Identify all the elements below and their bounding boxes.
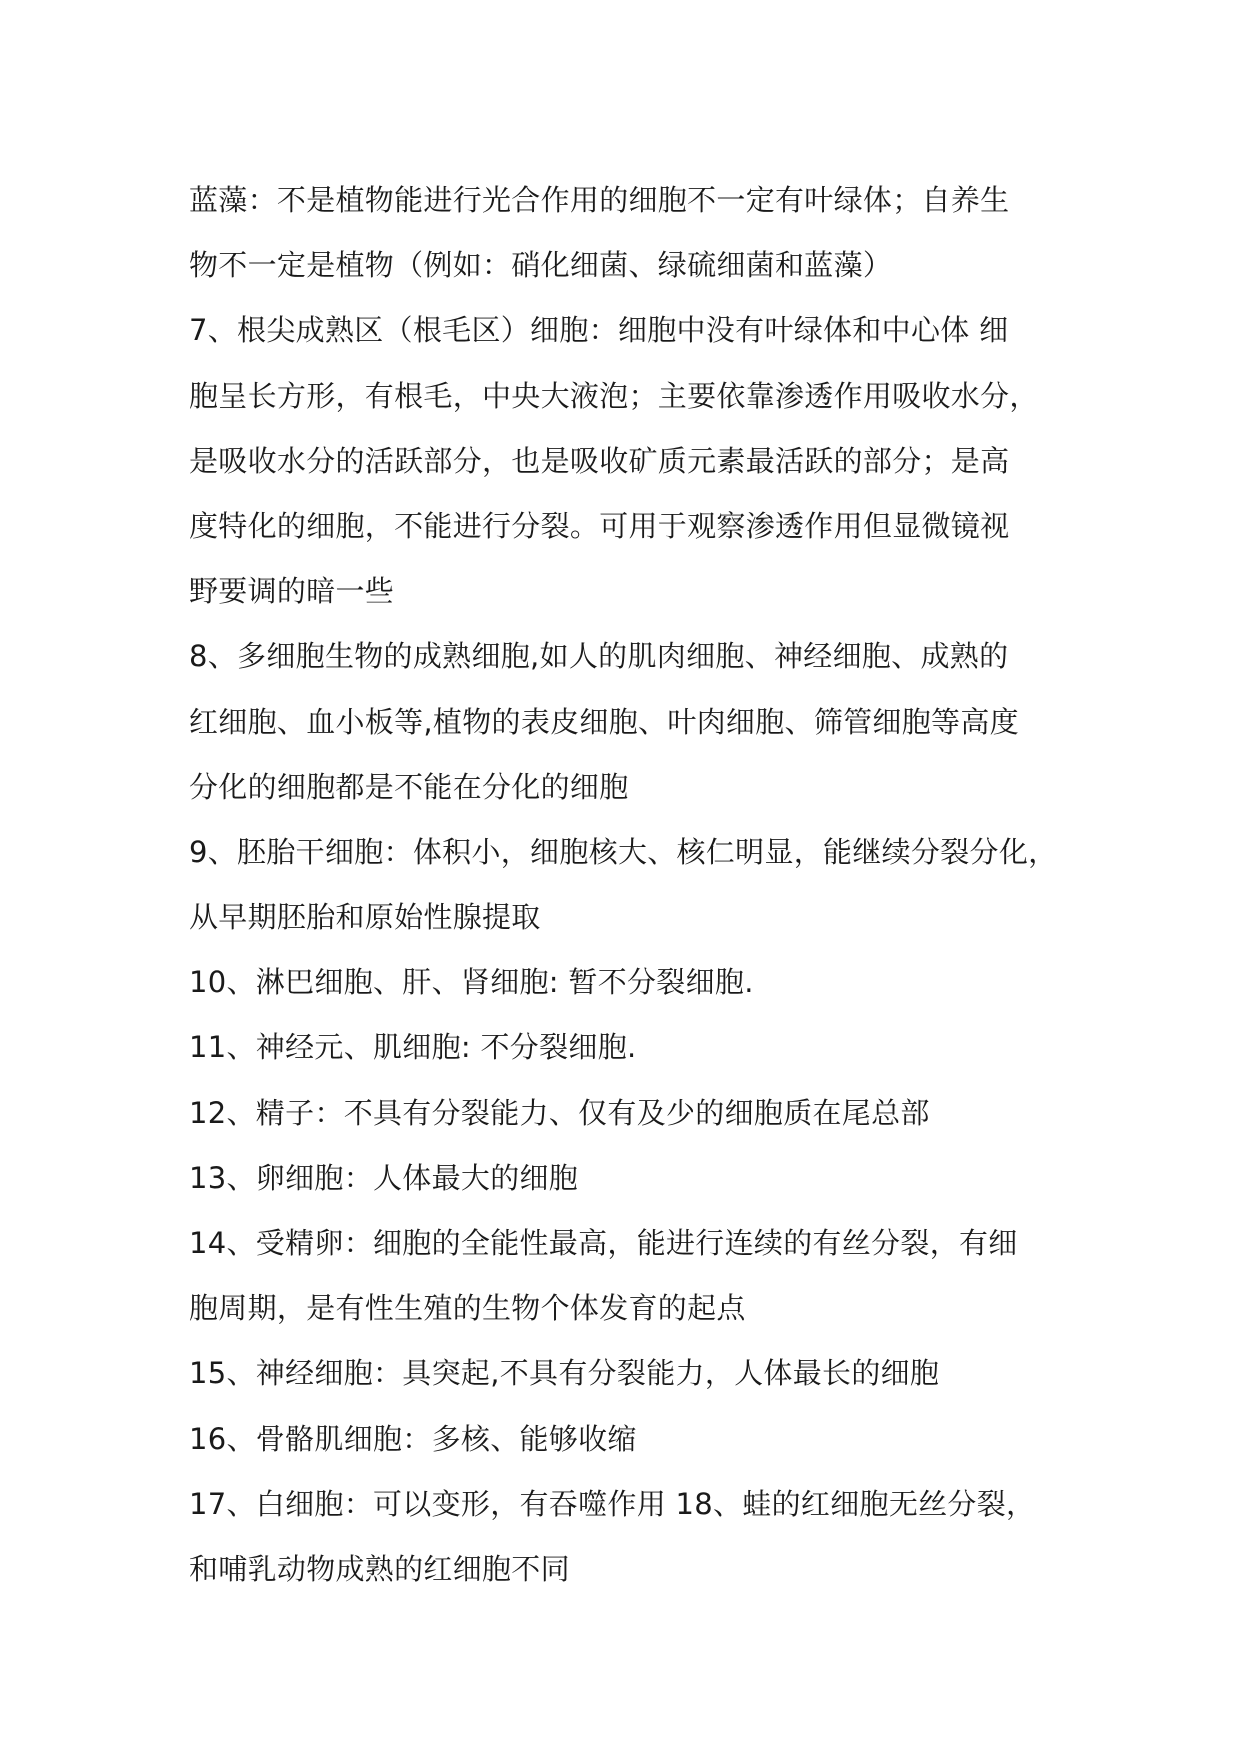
text-line: 8、多细胞生物的成熟细胞,如人的肌肉细胞、神经细胞、成熟的 <box>189 639 1009 674</box>
text-line: 野要调的暗一些 <box>189 574 395 609</box>
text-line: 13、卵细胞：人体最大的细胞 <box>189 1160 579 1195</box>
text-line: 胞呈长方形，有根毛，中央大液泡；主要依靠渗透作用吸收水分， <box>189 378 1039 413</box>
text-line: 11、神经元、肌细胞: 不分裂细胞. <box>189 1030 637 1065</box>
text-line: 10、淋巴细胞、肝、肾细胞: 暂不分裂细胞. <box>189 965 754 1000</box>
text-line: 12、精子：不具有分裂能力、仅有及少的细胞质在尾总部 <box>189 1095 930 1130</box>
text-line: 胞周期，是有性生殖的生物个体发育的起点 <box>189 1291 746 1326</box>
document-body <box>189 168 1069 1602</box>
text-line: 17、白细胞：可以变形，有吞噬作用 18、蛙的红细胞无丝分裂， <box>189 1486 1036 1521</box>
text-line: 度特化的细胞，不能进行分裂。可用于观察渗透作用但显微镜视 <box>189 508 1010 543</box>
text-line: 物不一定是植物（例如：硝化细菌、绿硫细菌和蓝藻） <box>189 248 893 283</box>
text-line: 分化的细胞都是不能在分化的细胞 <box>189 769 629 804</box>
text-line: 和哺乳动物成熟的红细胞不同 <box>189 1551 570 1586</box>
text-line: 红细胞、血小板等,植物的表皮细胞、叶肉细胞、筛管细胞等高度 <box>189 704 1019 739</box>
text-line: 7、根尖成熟区（根毛区）细胞：细胞中没有叶绿体和中心体 细 <box>189 313 1009 348</box>
text-line: 14、受精卵：细胞的全能性最高，能进行连续的有丝分裂，有细 <box>189 1226 1018 1260</box>
text-line: 是吸收水分的活跃部分，也是吸收矿质元素最活跃的部分；是高 <box>189 443 1010 478</box>
text-line: 15、神经细胞：具突起,不具有分裂能力，人体最长的细胞 <box>189 1356 940 1391</box>
text-line: 蓝藻：不是植物能进行光合作用的细胞不一定有叶绿体；自养生 <box>189 183 1010 217</box>
text-line: 16、骨骼肌细胞：多核、能够收缩 <box>189 1421 637 1456</box>
text-line: 9、胚胎干细胞：体积小，细胞核大、核仁明显，能继续分裂分化， <box>189 834 1058 869</box>
text-line: 从早期胚胎和原始性腺提取 <box>189 900 541 935</box>
